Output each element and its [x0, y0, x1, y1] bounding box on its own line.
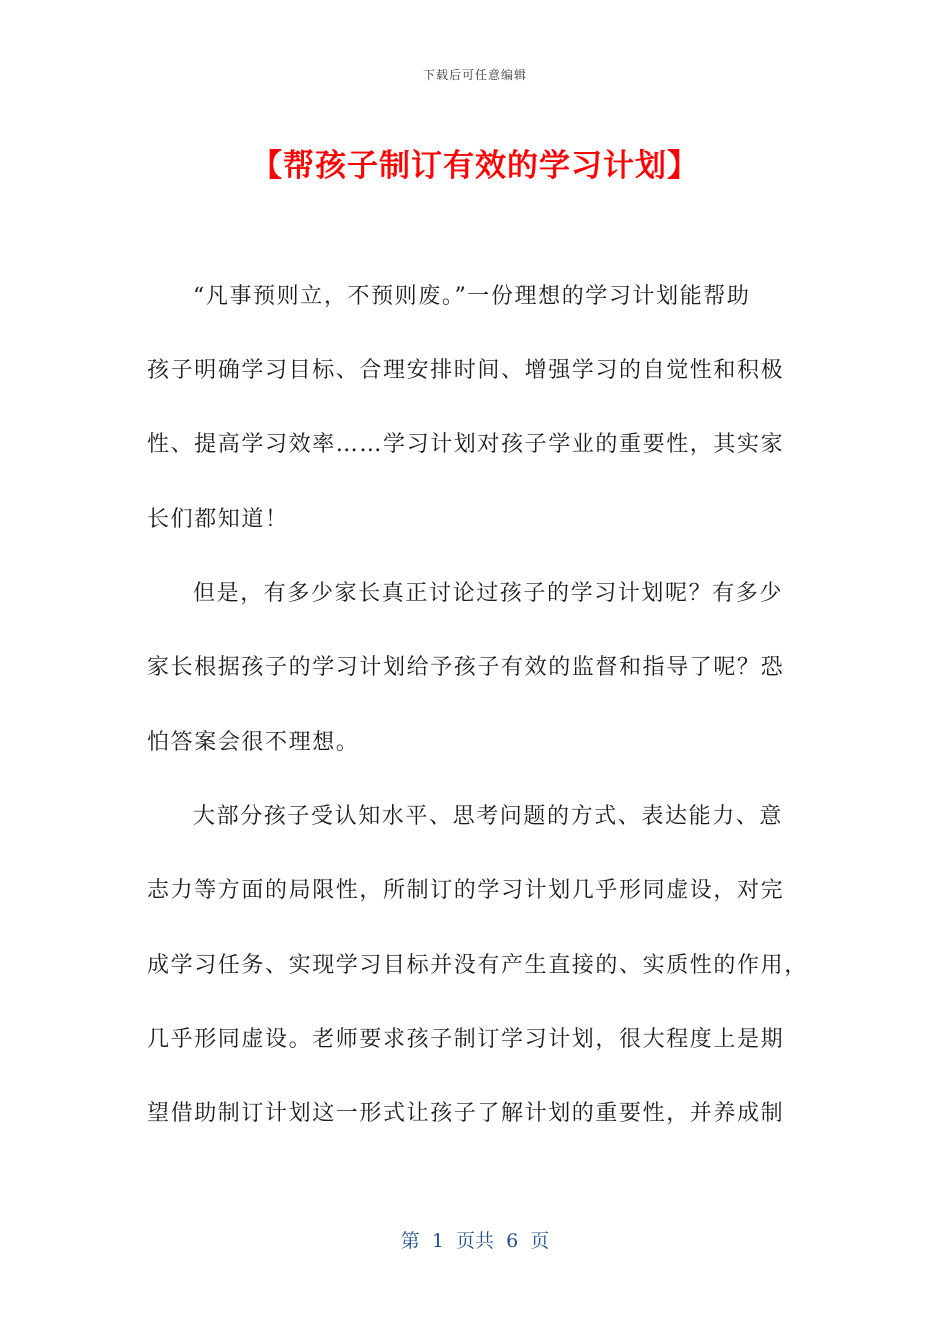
paragraph-3-line-3: 成学习任务、实现学习目标并没有产生直接的、实质性的作用， — [147, 953, 808, 978]
paragraph-1-line-1: “凡事预则立，不预则废。”一份理想的学习计划能帮助 — [193, 284, 751, 309]
paragraph-2-line-2: 家长根据孩子的学习计划给予孩子有效的监督和指导了呢？恐 — [147, 655, 785, 680]
document-title: 【帮孩子制订有效的学习计划】 — [251, 148, 699, 184]
paragraph-3-line-2: 志力等方面的局限性，所制订的学习计划几乎形同虚设，对完 — [147, 878, 785, 903]
paragraph-1-line-2: 孩子明确学习目标、合理安排时间、增强学习的自觉性和积极 — [147, 358, 785, 383]
paragraph-1-line-4: 长们都知道！ — [147, 507, 289, 532]
paragraph-3-line-5: 望借助制订计划这一形式让孩子了解计划的重要性，并养成制 — [147, 1101, 785, 1126]
paragraph-2-line-3: 怕答案会很不理想。 — [147, 730, 360, 755]
paragraph-1-line-3: 性、提高学习效率……学习计划对孩子学业的重要性，其实家 — [147, 432, 785, 457]
paragraph-3-line-1: 大部分孩子受认知水平、思考问题的方式、表达能力、意 — [193, 804, 784, 829]
paragraph-2-line-1: 但是，有多少家长真正讨论过孩子的学习计划呢？有多少 — [193, 581, 784, 606]
page-number-footer: 第 1 页共 6 页 — [400, 1230, 550, 1252]
paragraph-3-line-4: 几乎形同虚设。老师要求孩子制订学习计划，很大程度上是期 — [147, 1027, 785, 1052]
page-header: 下载后可任意编辑 — [422, 68, 527, 82]
